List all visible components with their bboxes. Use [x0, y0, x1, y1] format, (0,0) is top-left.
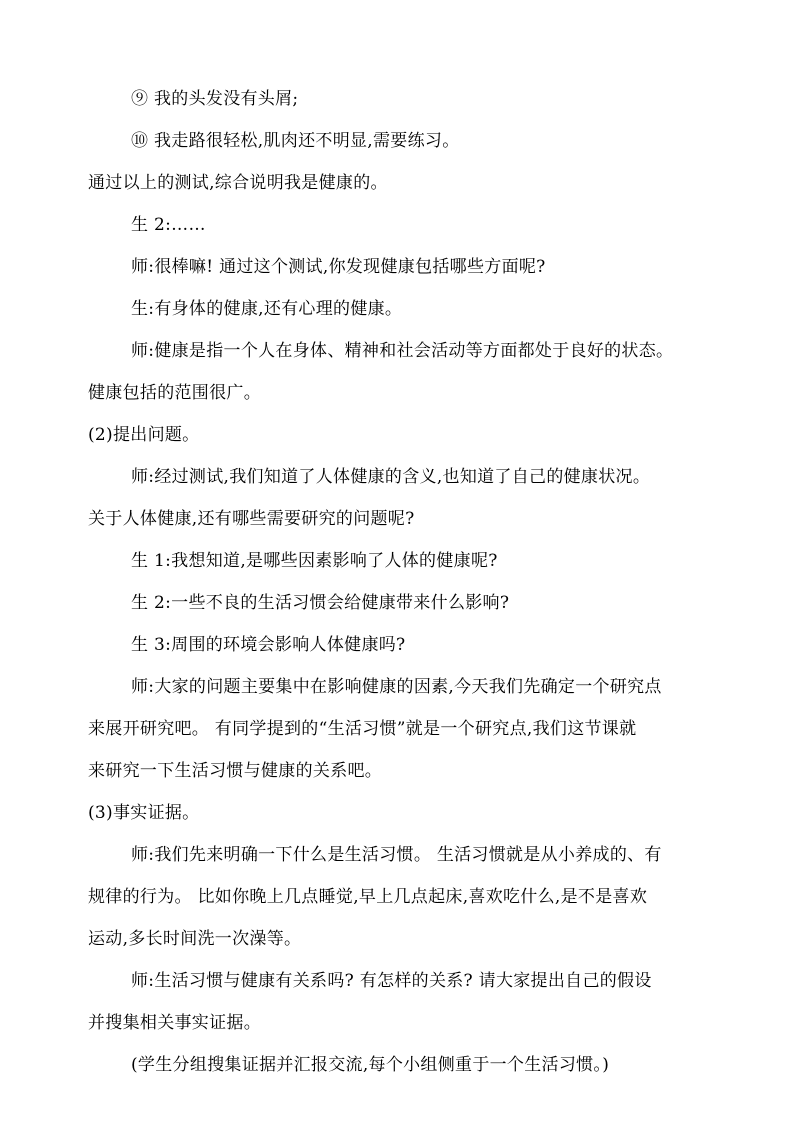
dialogue-line: 师:健康是指一个人在身体、精神和社会活动等方面都处于良好的状态。	[131, 341, 674, 361]
paragraph-line: 来研究一下生活习惯与健康的关系吧。	[88, 761, 383, 781]
paragraph-line: 运动,多长时间洗一次澡等。	[88, 929, 302, 949]
list-item-9: ⑨ 我的头发没有头屑;	[131, 89, 299, 109]
dialogue-line: 师:经过测试,我们知道了人体健康的含义,也知道了自己的健康状况。	[131, 467, 651, 487]
dialogue-line: 师:大家的问题主要集中在影响健康的因素,今天我们先确定一个研究点	[131, 677, 662, 697]
dialogue-line: 师:生活习惯与健康有关系吗? 有怎样的关系? 请大家提出自己的假设	[131, 971, 652, 991]
paragraph-line: (学生分组搜集证据并汇报交流,每个小组侧重于一个生活习惯。)	[131, 1055, 610, 1075]
dialogue-line: 生 1:我想知道,是哪些因素影响了人体的健康呢?	[131, 551, 498, 571]
dialogue-line: 生 2:一些不良的生活习惯会给健康带来什么影响?	[131, 593, 510, 613]
paragraph-line: 健康包括的范围很广。	[88, 383, 261, 403]
paragraph-line: 来展开研究吧。 有同学提到的“生活习惯”就是一个研究点,我们这节课就	[88, 719, 637, 739]
dialogue-line: 生 3:周围的环境会影响人体健康吗?	[131, 635, 406, 655]
dialogue-line: 师:很棒嘛! 通过这个测试,你发现健康包括哪些方面呢?	[131, 257, 546, 277]
dialogue-line: 生 2:……	[131, 215, 206, 235]
paragraph-line: 关于人体健康,还有哪些需要研究的问题呢?	[88, 509, 415, 529]
list-item-10: ⑩ 我走路很轻松,肌肉还不明显,需要练习。	[131, 131, 460, 151]
section-heading: (3)事实证据。	[88, 803, 200, 823]
dialogue-line: 师:我们先来明确一下什么是生活习惯。 生活习惯就是从小养成的、有	[131, 845, 662, 865]
paragraph-line: 规律的行为。 比如你晚上几点睡觉,早上几点起床,喜欢吃什么,是不是喜欢	[88, 887, 648, 907]
paragraph-line: 通过以上的测试,综合说明我是健康的。	[88, 173, 388, 193]
paragraph-line: 并搜集相关事实证据。	[88, 1013, 261, 1033]
dialogue-line: 生:有身体的健康,还有心理的健康。	[131, 299, 403, 319]
section-heading: (2)提出问题。	[88, 425, 200, 445]
